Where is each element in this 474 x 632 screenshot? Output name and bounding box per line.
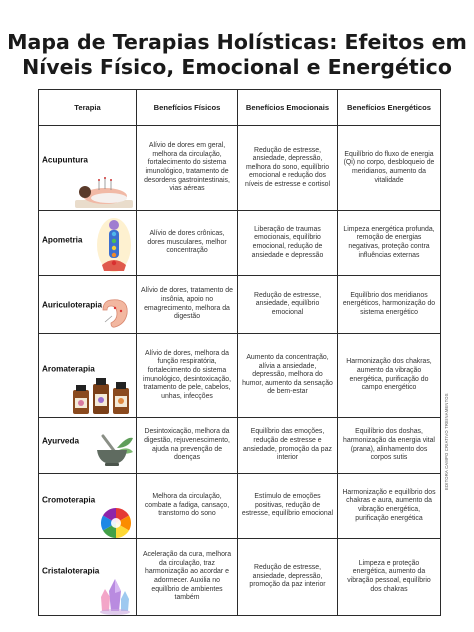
energetic-benefits: Harmonização e equilíbrio dos chakras e aura, aumento da vibração energética, purificação energética [338,474,441,539]
color-wheel-icon [101,508,131,538]
table-row [39,276,441,334]
physical-benefits: Alívio de dores em geral, melhora da circulação, fortalecimento do sistema imunológico, tratamento de desordens gastrointestinais, vias aéreas [137,126,238,211]
therapy-name: Apometria [42,235,83,245]
therapy-name: Ayurveda [42,436,80,446]
physical-benefits: Melhora da circulação, combate a fadiga, cansaço, transtorno do sono [137,474,238,539]
therapy-name-cell [39,474,137,539]
physical-benefits: Alívio de dores, melhora da função respiratória, fortalecimento do sistema imunológico, desintoxicação, tratamento de pele, cabelos, unhas, infecções [137,334,238,418]
therapy-name: Aromaterapia [42,364,95,374]
therapy-name-cell [39,418,137,474]
therapy-table [38,89,441,616]
header-emotional: Benefícios Emocionais [238,90,338,126]
chakra-figure-icon [94,215,134,273]
table-row [39,539,441,616]
table-row [39,474,441,539]
therapy-name: Cristaloterapia [42,566,100,576]
acupuncture-icon [75,176,133,208]
table-row [39,126,441,211]
header-physical: Benefícios Físicos [137,90,238,126]
header-therapy: Terapia [39,90,137,126]
emotional-benefits: Redução de estresse, ansiedade, equilíbrio emocional [238,276,338,334]
therapy-name: Acupuntura [42,155,88,165]
publisher-side-text: EDITORA CAMPO CRIATIVO TREINAMENTOS [444,393,449,490]
ear-icon [99,296,133,330]
physical-benefits: Aceleração da cura, melhora da circulação, traz harmonização ao acordar e adormecer. Auxilia no equilíbrio de ambientes também [137,539,238,616]
energetic-benefits: Limpeza e proteção energética, aumento da vibração pessoal, equilíbrio dos chakras [338,539,441,616]
energetic-benefits: Limpeza energética profunda, remoção de energias negativas, proteção contra influências externas [338,211,441,276]
emotional-benefits: Liberação de traumas emocionais, equilíbrio emocional, redução de ansiedade e depressão [238,211,338,276]
table-header-row [39,90,441,126]
emotional-benefits: Equilíbrio das emoções, redução de estresse e ansiedade, promoção da paz interior [238,418,338,474]
emotional-benefits: Aumento da concentração, alívia a ansiedade, depressão, melhora do humor, aumento da sensação de bem-estar [238,334,338,418]
therapy-name-cell [39,334,137,418]
therapy-name-cell [39,539,137,616]
emotional-benefits: Redução de estresse, ansiedade, depressão, melhora do sono, equilíbrio emocional e redução dos níveis de estresse e cortisol [238,126,338,211]
page-title [0,30,474,80]
physical-benefits: Alívio de dores, tratamento de insônia, apoio no emagrecimento, melhora da digestão [137,276,238,334]
energetic-benefits: Equilíbrio do fluxo de energia (Qi) no corpo, desbloqueio de meridianos, aumento da vitalidade [338,126,441,211]
therapy-name-cell [39,276,137,334]
physical-benefits: Alívio de dores crônicas, dores musculares, melhor concentração [137,211,238,276]
mortar-herbs-icon [93,432,135,468]
header-energetic: Benefícios Energéticos [338,90,441,126]
oil-bottles-icon [69,376,135,416]
table-row [39,211,441,276]
title-line-2: Níveis Físico, Emocional e Energético [22,55,452,79]
emotional-benefits: Redução de estresse, ansiedade, depressão, promoção da paz interior [238,539,338,616]
physical-benefits: Desintoxicação, melhora da digestão, rejuvenescimento, ajuda na prevenção de doenças [137,418,238,474]
energetic-benefits: Harmonização dos chakras, aumento da vibração energética, purificação do campo energético [338,334,441,418]
table-row [39,334,441,418]
therapy-name-cell [39,211,137,276]
energetic-benefits: Equilíbrio dos meridianos energéticos, harmonização do sistema energético [338,276,441,334]
therapy-name: Auriculoterapia [42,300,103,309]
table-row [39,418,441,474]
crystals-icon [99,577,131,615]
therapy-name: Cromoterapia [42,495,96,505]
title-line-1: Mapa de Terapias Holísticas: Efeitos em [7,30,467,54]
emotional-benefits: Estímulo de emoções positivas, redução de estresse, equilíbrio emocional [238,474,338,539]
energetic-benefits: Equilíbrio dos doshas, harmonização da energia vital (prana), alinhamento dos corpos sutis [338,418,441,474]
therapy-name-cell [39,126,137,211]
